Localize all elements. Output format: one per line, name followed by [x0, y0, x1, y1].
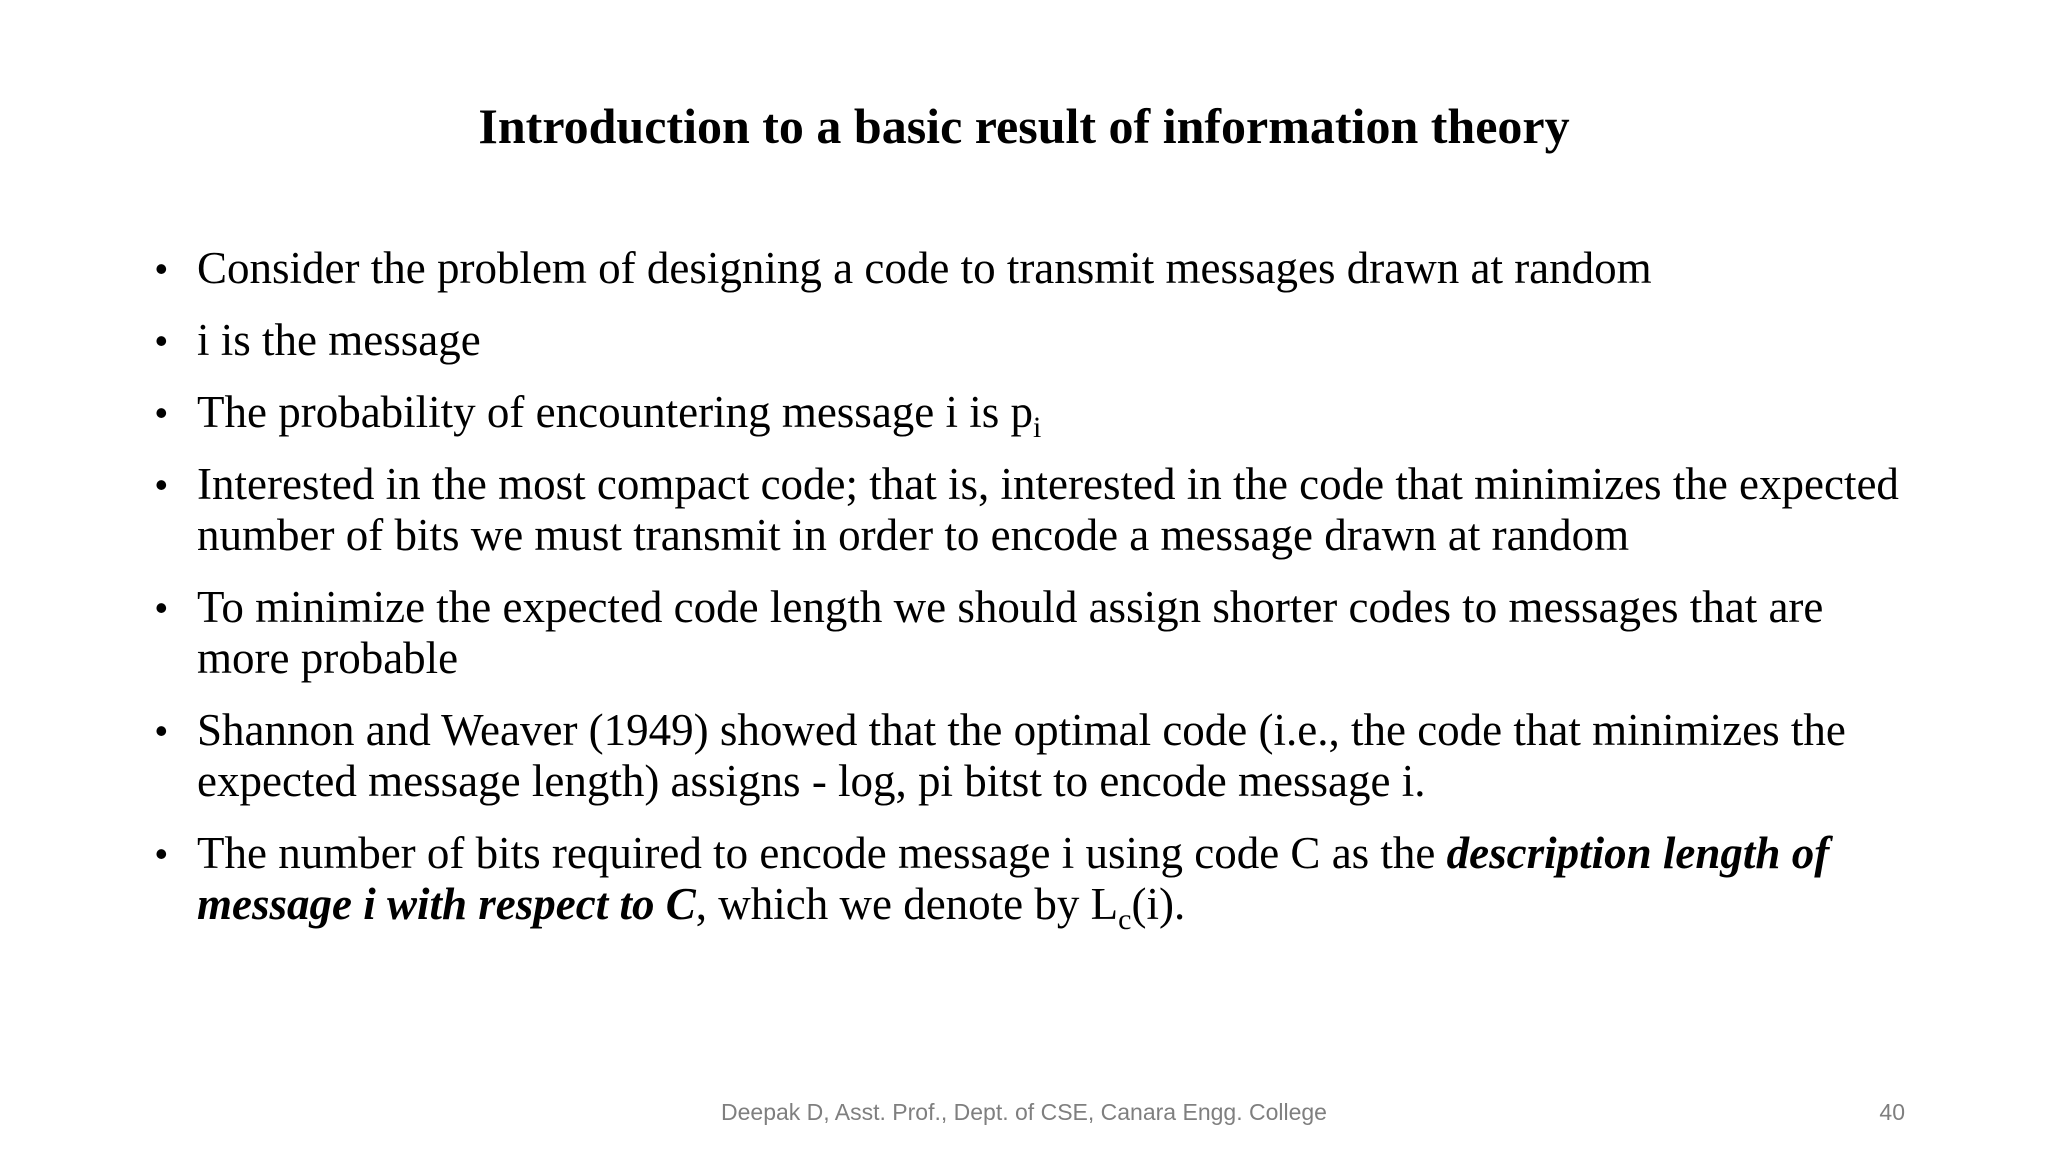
bullet-text: Interested in the most compact code; that is, interested in the code that minimizes the expected number of bits we must transmit in order to encode a message drawn at random — [197, 459, 1899, 560]
bullet-marker: • — [155, 320, 168, 361]
bullet-marker: • — [155, 392, 168, 433]
slide-footer: Deepak D, Asst. Prof., Dept. of CSE, Canara Engg. College — [721, 1099, 1327, 1125]
bullet-text-middle: , which we denote by L — [695, 879, 1119, 929]
bullet-text: Consider the problem of designing a code to transmit messages drawn at random — [197, 243, 1652, 293]
bullet-text: The probability of encountering message i is p — [197, 387, 1034, 437]
bullet-marker: • — [155, 248, 168, 289]
bullet-marker: • — [155, 833, 168, 874]
bullet-item — [155, 387, 1915, 444]
page-number: 40 — [1879, 1099, 1905, 1125]
bullet-item — [155, 582, 1915, 684]
bullet-marker: • — [155, 464, 168, 505]
bullet-list — [155, 243, 1915, 951]
bullet-emphasis: description length of message i with respect to C — [197, 828, 1830, 929]
bullet-text: Shannon and Weaver (1949) showed that the optimal code (i.e., the code that minimizes the expected message length) assigns - log, pi bitst to encode message i. — [197, 705, 1846, 806]
bullet-item — [155, 315, 1915, 366]
bullet-subscript: c — [1118, 903, 1132, 936]
bullet-marker: • — [155, 587, 168, 628]
bullet-text: To minimize the expected code length we should assign shorter codes to messages that are more probable — [197, 582, 1824, 683]
bullet-subscript: i — [1033, 411, 1042, 444]
bullet-item — [155, 243, 1915, 294]
bullet-text-prefix: The number of bits required to encode message i using code C as the — [197, 828, 1447, 878]
bullet-text-suffix: (i). — [1131, 879, 1186, 929]
bullet-marker: • — [155, 710, 168, 751]
bullet-item — [155, 459, 1915, 561]
bullet-text: i is the message — [197, 315, 481, 365]
slide-title: Introduction to a basic result of information theory — [478, 98, 1570, 154]
bullet-item — [155, 828, 1915, 936]
bullet-item — [155, 705, 1915, 807]
